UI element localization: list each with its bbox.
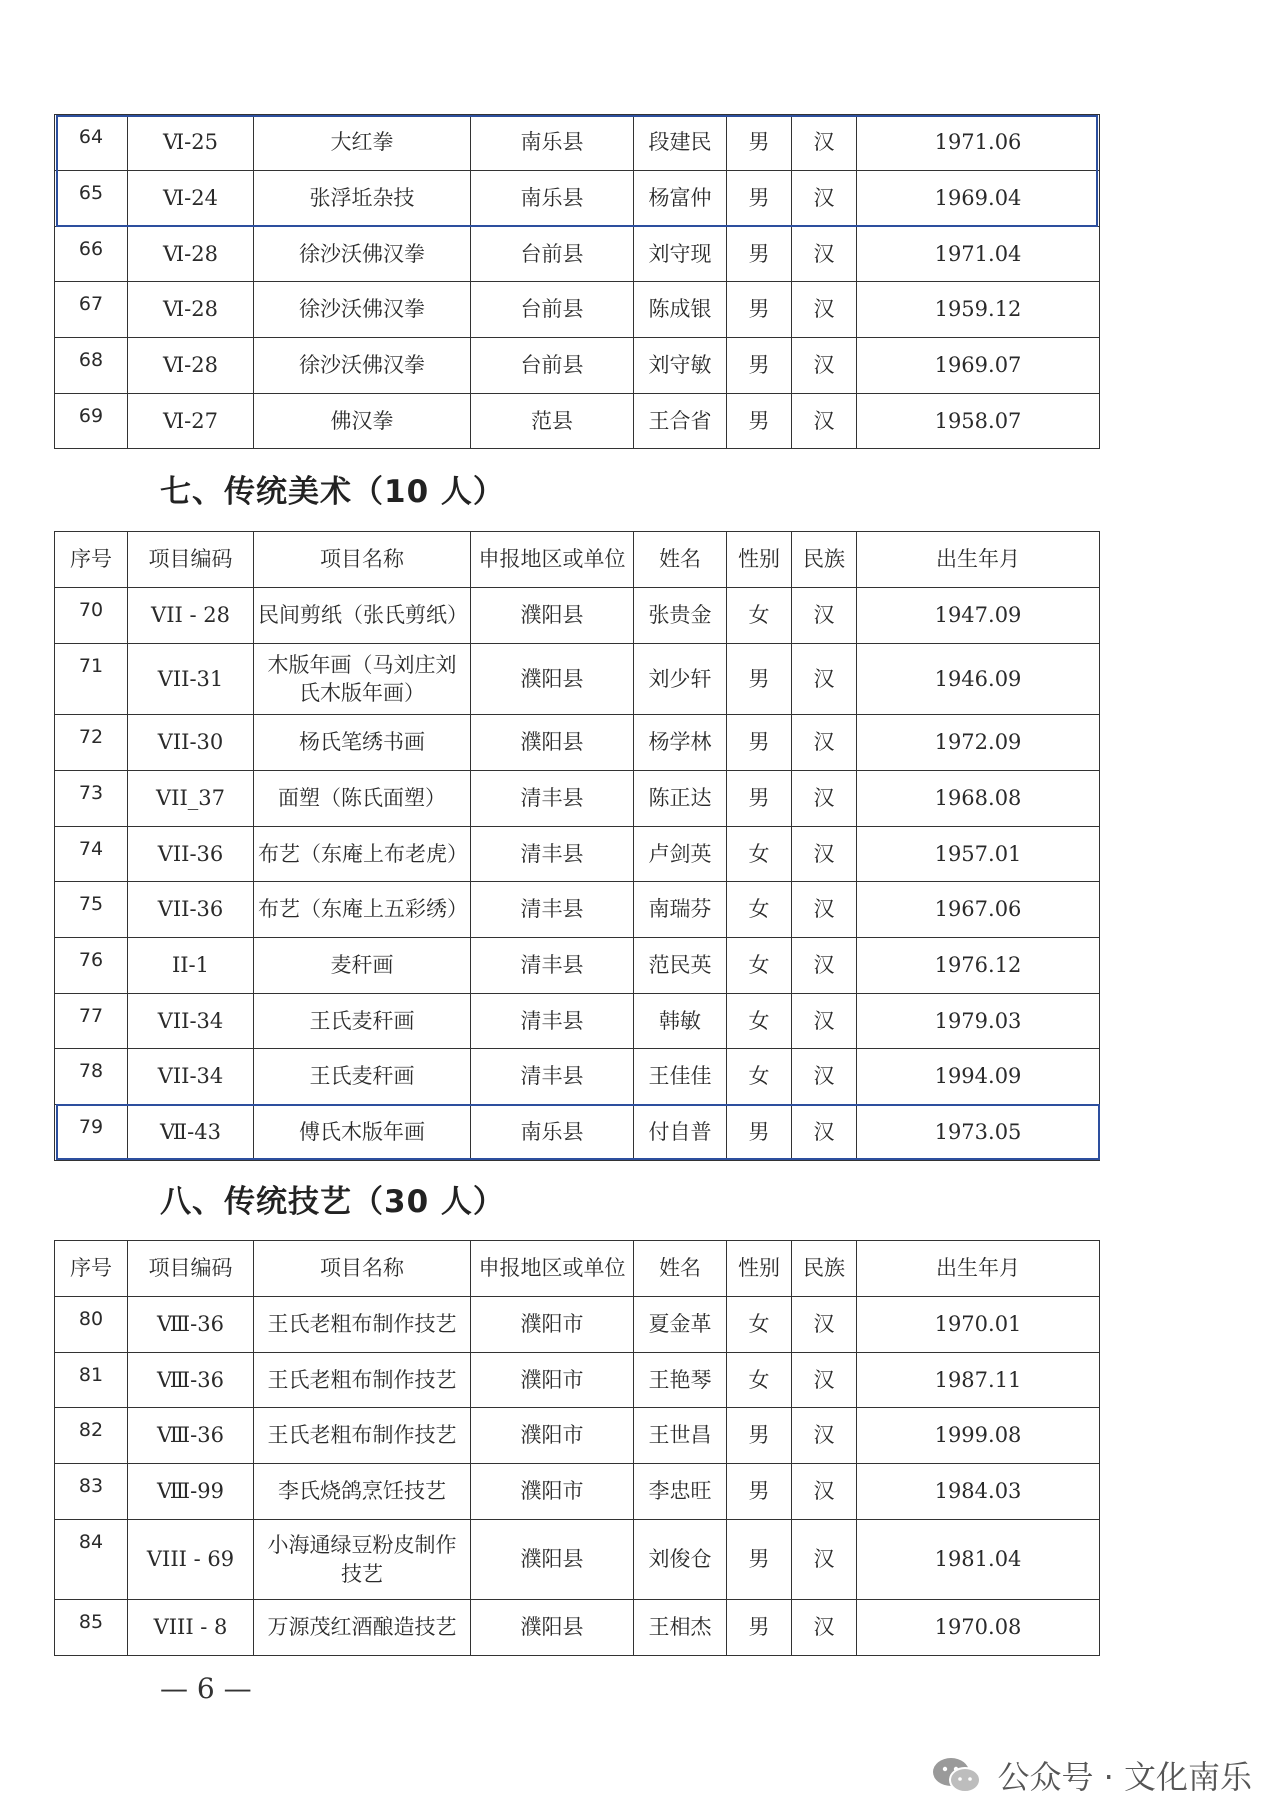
table-cell: 男 (727, 394, 792, 449)
table-row (55, 1408, 1100, 1464)
table-cell: 1969.07 (857, 338, 1100, 394)
table-cell: 麦秆画 (254, 938, 471, 994)
table-cell: 汉 (792, 1464, 857, 1520)
table-cell: 汉 (792, 588, 857, 644)
table-row (55, 1049, 1100, 1105)
table-cell: Ⅶ-43 (128, 1105, 254, 1161)
table-cell: 徐沙沃佛汉拳 (254, 227, 471, 282)
table-cell: 79 (55, 1105, 128, 1161)
section-7-heading: 七、传统美术（10 人） (160, 474, 505, 510)
table-cell: 1959.12 (857, 282, 1100, 338)
table-cell: 女 (727, 1353, 792, 1408)
table-row (55, 227, 1100, 282)
table-cell: 段建民 (634, 115, 727, 171)
table-cell: 刘守敏 (634, 338, 727, 394)
table-cell: VII-34 (128, 994, 254, 1049)
table-cell: 台前县 (471, 282, 634, 338)
table-cell: 69 (55, 394, 128, 449)
table-cell: 王世昌 (634, 1408, 727, 1464)
table-cell: 濮阳县 (471, 588, 634, 644)
table-cell: 布艺（东庵上五彩绣） (254, 882, 471, 938)
table-cell: 81 (55, 1353, 128, 1408)
table-cell: 汉 (792, 1297, 857, 1353)
table-cell: Ⅷ-99 (128, 1464, 254, 1520)
table-cell: 66 (55, 227, 128, 282)
table-header-row (55, 1241, 1100, 1297)
header-cell: 项目名称 (254, 532, 471, 588)
table-cell: II-1 (128, 938, 254, 994)
table-cell: 1957.01 (857, 827, 1100, 882)
table-cell: 汉 (792, 1600, 857, 1656)
table-cell: 张贵金 (634, 588, 727, 644)
table-cell: 汉 (792, 938, 857, 994)
table-cell: 清丰县 (471, 1049, 634, 1105)
table-cell: 王艳琴 (634, 1353, 727, 1408)
table-cell: VII-34 (128, 1049, 254, 1105)
table-traditional-arts (54, 531, 1100, 1161)
table-row (55, 1105, 1100, 1161)
table-row (55, 394, 1100, 449)
table-header-row (55, 532, 1100, 588)
table-cell: 1976.12 (857, 938, 1100, 994)
table-cell: 濮阳县 (471, 644, 634, 715)
table-cell: VII-36 (128, 882, 254, 938)
table-cell: 濮阳县 (471, 715, 634, 771)
table-cell: Ⅷ-36 (128, 1297, 254, 1353)
table-cell: 濮阳县 (471, 1520, 634, 1600)
table-cell: 王氏麦秆画 (254, 994, 471, 1049)
table-cell: Ⅵ-27 (128, 394, 254, 449)
table-row (55, 1353, 1100, 1408)
table-cell: 布艺（东庵上布老虎） (254, 827, 471, 882)
table-traditional-crafts (54, 1240, 1100, 1656)
table-cell: 男 (727, 338, 792, 394)
table-cell: Ⅵ-25 (128, 115, 254, 171)
table-cell: VII-36 (128, 827, 254, 882)
table-cell: 汉 (792, 115, 857, 171)
table-cell: Ⅷ-36 (128, 1353, 254, 1408)
table-cell: 女 (727, 1049, 792, 1105)
table-cell: 张浮坵杂技 (254, 171, 471, 227)
header-cell: 项目编码 (128, 1241, 254, 1297)
header-cell: 姓名 (634, 1241, 727, 1297)
table-cell: 汉 (792, 715, 857, 771)
table-cell: 刘少轩 (634, 644, 727, 715)
table-cell: 濮阳市 (471, 1297, 634, 1353)
table-row (55, 938, 1100, 994)
table-cell: 徐沙沃佛汉拳 (254, 338, 471, 394)
table-cell: 王氏老粗布制作技艺 (254, 1408, 471, 1464)
table-cell: 83 (55, 1464, 128, 1520)
table-cell: 徐沙沃佛汉拳 (254, 282, 471, 338)
table-cell: 1972.09 (857, 715, 1100, 771)
table-cell: 杨学林 (634, 715, 727, 771)
table-cell: 女 (727, 1297, 792, 1353)
table-cell: 万源茂红酒酿造技艺 (254, 1600, 471, 1656)
table-row (55, 994, 1100, 1049)
table-cell: 汉 (792, 282, 857, 338)
table-cell: 78 (55, 1049, 128, 1105)
table-cell: 女 (727, 827, 792, 882)
table-cell: 范民英 (634, 938, 727, 994)
table-row (55, 588, 1100, 644)
table-cell: 杨富仲 (634, 171, 727, 227)
table-cell: 付自普 (634, 1105, 727, 1161)
table-cell: 傅氏木版年画 (254, 1105, 471, 1161)
table-cell: 汉 (792, 1105, 857, 1161)
table-cell: VII-30 (128, 715, 254, 771)
table-cell: 男 (727, 282, 792, 338)
table-cell: 面塑（陈氏面塑） (254, 771, 471, 827)
table-cell: 67 (55, 282, 128, 338)
table-cell: 84 (55, 1520, 128, 1600)
table-cell: 汉 (792, 644, 857, 715)
table-cell: 65 (55, 171, 128, 227)
table-row (55, 771, 1100, 827)
header-cell: 民族 (792, 532, 857, 588)
table-cell: 刘俊仓 (634, 1520, 727, 1600)
table-cell: 卢剑英 (634, 827, 727, 882)
table-cell: 汉 (792, 994, 857, 1049)
table-cell: 陈成银 (634, 282, 727, 338)
table-cell: 1979.03 (857, 994, 1100, 1049)
table-cell: 1967.06 (857, 882, 1100, 938)
table-cell: 女 (727, 588, 792, 644)
table-row (55, 1520, 1100, 1600)
table-cell: 男 (727, 771, 792, 827)
table-cell: 南瑞芬 (634, 882, 727, 938)
table-cell: 1971.04 (857, 227, 1100, 282)
table-cell: 1987.11 (857, 1353, 1100, 1408)
table-cell: 台前县 (471, 338, 634, 394)
table-cell: 王佳佳 (634, 1049, 727, 1105)
table-cell: 濮阳市 (471, 1408, 634, 1464)
table-traditional-sports (54, 114, 1100, 449)
table-cell: 1968.08 (857, 771, 1100, 827)
table-cell: 男 (727, 1464, 792, 1520)
table-cell: 男 (727, 1520, 792, 1600)
table-cell: 71 (55, 644, 128, 715)
table-cell: 王合省 (634, 394, 727, 449)
table-cell: 1958.07 (857, 394, 1100, 449)
table-row (55, 171, 1100, 227)
table-cell: 女 (727, 882, 792, 938)
table-cell: 夏金革 (634, 1297, 727, 1353)
table-cell: Ⅵ-28 (128, 227, 254, 282)
table-cell: 范县 (471, 394, 634, 449)
table-cell: Ⅵ-28 (128, 282, 254, 338)
table-cell: 王氏老粗布制作技艺 (254, 1297, 471, 1353)
page-number: — 6 — (160, 1672, 252, 1705)
table-cell: 68 (55, 338, 128, 394)
table-cell: 男 (727, 227, 792, 282)
table-cell: 1970.01 (857, 1297, 1100, 1353)
table-cell: 1947.09 (857, 588, 1100, 644)
table-row (55, 1297, 1100, 1353)
table-cell: 南乐县 (471, 171, 634, 227)
table-cell: Ⅷ-36 (128, 1408, 254, 1464)
table-cell: 1971.06 (857, 115, 1100, 171)
table-cell: 汉 (792, 1408, 857, 1464)
table-cell: 濮阳市 (471, 1353, 634, 1408)
table-cell: 男 (727, 171, 792, 227)
table-cell: 1973.05 (857, 1105, 1100, 1161)
table-cell: 南乐县 (471, 115, 634, 171)
table-cell: 男 (727, 1408, 792, 1464)
table-cell: 汉 (792, 394, 857, 449)
table-cell: 濮阳市 (471, 1464, 634, 1520)
header-cell: 出生年月 (857, 532, 1100, 588)
table-cell: 76 (55, 938, 128, 994)
table-cell: 男 (727, 1105, 792, 1161)
table-row (55, 115, 1100, 171)
table-cell: 1981.04 (857, 1520, 1100, 1600)
table-cell: 75 (55, 882, 128, 938)
wechat-icon (931, 1755, 983, 1795)
table-cell: Ⅵ-28 (128, 338, 254, 394)
watermark-text: 公众号 · 文化南乐 (997, 1758, 1252, 1796)
table-cell: 南乐县 (471, 1105, 634, 1161)
table-cell: 王相杰 (634, 1600, 727, 1656)
table-cell: 清丰县 (471, 771, 634, 827)
table-cell: VII_37 (128, 771, 254, 827)
header-cell: 序号 (55, 1241, 128, 1297)
table-cell: 陈正达 (634, 771, 727, 827)
table-cell: 韩敏 (634, 994, 727, 1049)
table-cell: 木版年画（马刘庄刘氏木版年画） (254, 644, 471, 715)
table-row (55, 1600, 1100, 1656)
table-cell: 77 (55, 994, 128, 1049)
header-cell: 序号 (55, 532, 128, 588)
header-cell: 姓名 (634, 532, 727, 588)
table-cell: 82 (55, 1408, 128, 1464)
table-row (55, 715, 1100, 771)
watermark (931, 1752, 1252, 1798)
table-cell: 1970.08 (857, 1600, 1100, 1656)
table-row (55, 882, 1100, 938)
header-cell: 性别 (727, 1241, 792, 1297)
header-cell: 申报地区或单位 (471, 1241, 634, 1297)
table-cell: 清丰县 (471, 938, 634, 994)
header-cell: 性别 (727, 532, 792, 588)
table-cell: 台前县 (471, 227, 634, 282)
table-cell: 李忠旺 (634, 1464, 727, 1520)
table-cell: 清丰县 (471, 994, 634, 1049)
table-cell: VII - 28 (128, 588, 254, 644)
table-cell: 汉 (792, 1049, 857, 1105)
table-cell: 85 (55, 1600, 128, 1656)
table-cell: 刘守现 (634, 227, 727, 282)
table-cell: 男 (727, 115, 792, 171)
table-cell: 64 (55, 115, 128, 171)
table-cell: 汉 (792, 227, 857, 282)
table-row (55, 282, 1100, 338)
table-cell: 1984.03 (857, 1464, 1100, 1520)
table-cell: 小海通绿豆粉皮制作技艺 (254, 1520, 471, 1600)
table-cell: 佛汉拳 (254, 394, 471, 449)
table-cell: 汉 (792, 338, 857, 394)
table-cell: 李氏烧鸽烹饪技艺 (254, 1464, 471, 1520)
table-cell: 男 (727, 644, 792, 715)
table-row (55, 1464, 1100, 1520)
table-cell: 汉 (792, 171, 857, 227)
table-cell: 汉 (792, 882, 857, 938)
table-cell: VII-31 (128, 644, 254, 715)
table-cell: VIII - 69 (128, 1520, 254, 1600)
table-cell: 女 (727, 994, 792, 1049)
header-cell: 民族 (792, 1241, 857, 1297)
header-cell: 申报地区或单位 (471, 532, 634, 588)
table-cell: 80 (55, 1297, 128, 1353)
table-cell: 1946.09 (857, 644, 1100, 715)
table-cell: 74 (55, 827, 128, 882)
table-row (55, 644, 1100, 715)
header-cell: 出生年月 (857, 1241, 1100, 1297)
section-8-heading: 八、传统技艺（30 人） (160, 1184, 505, 1220)
table-cell: 女 (727, 938, 792, 994)
table-cell: 汉 (792, 771, 857, 827)
table-cell: 汉 (792, 1353, 857, 1408)
table-cell: 汉 (792, 827, 857, 882)
table-cell: 濮阳县 (471, 1600, 634, 1656)
table-cell: 男 (727, 715, 792, 771)
table-cell: 汉 (792, 1520, 857, 1600)
table-cell: 70 (55, 588, 128, 644)
table-cell: 王氏老粗布制作技艺 (254, 1353, 471, 1408)
table-cell: 73 (55, 771, 128, 827)
table-cell: 大红拳 (254, 115, 471, 171)
table-cell: 清丰县 (471, 882, 634, 938)
table-cell: 男 (727, 1600, 792, 1656)
table-cell: Ⅵ-24 (128, 171, 254, 227)
table-cell: 1999.08 (857, 1408, 1100, 1464)
table-cell: 杨氏笔绣书画 (254, 715, 471, 771)
table-cell: 72 (55, 715, 128, 771)
table-cell: 1994.09 (857, 1049, 1100, 1105)
header-cell: 项目名称 (254, 1241, 471, 1297)
table-row (55, 338, 1100, 394)
table-cell: 王氏麦秆画 (254, 1049, 471, 1105)
table-cell: 民间剪纸（张氏剪纸） (254, 588, 471, 644)
table-cell: 1969.04 (857, 171, 1100, 227)
table-cell: VIII - 8 (128, 1600, 254, 1656)
table-cell: 清丰县 (471, 827, 634, 882)
header-cell: 项目编码 (128, 532, 254, 588)
table-row (55, 827, 1100, 882)
